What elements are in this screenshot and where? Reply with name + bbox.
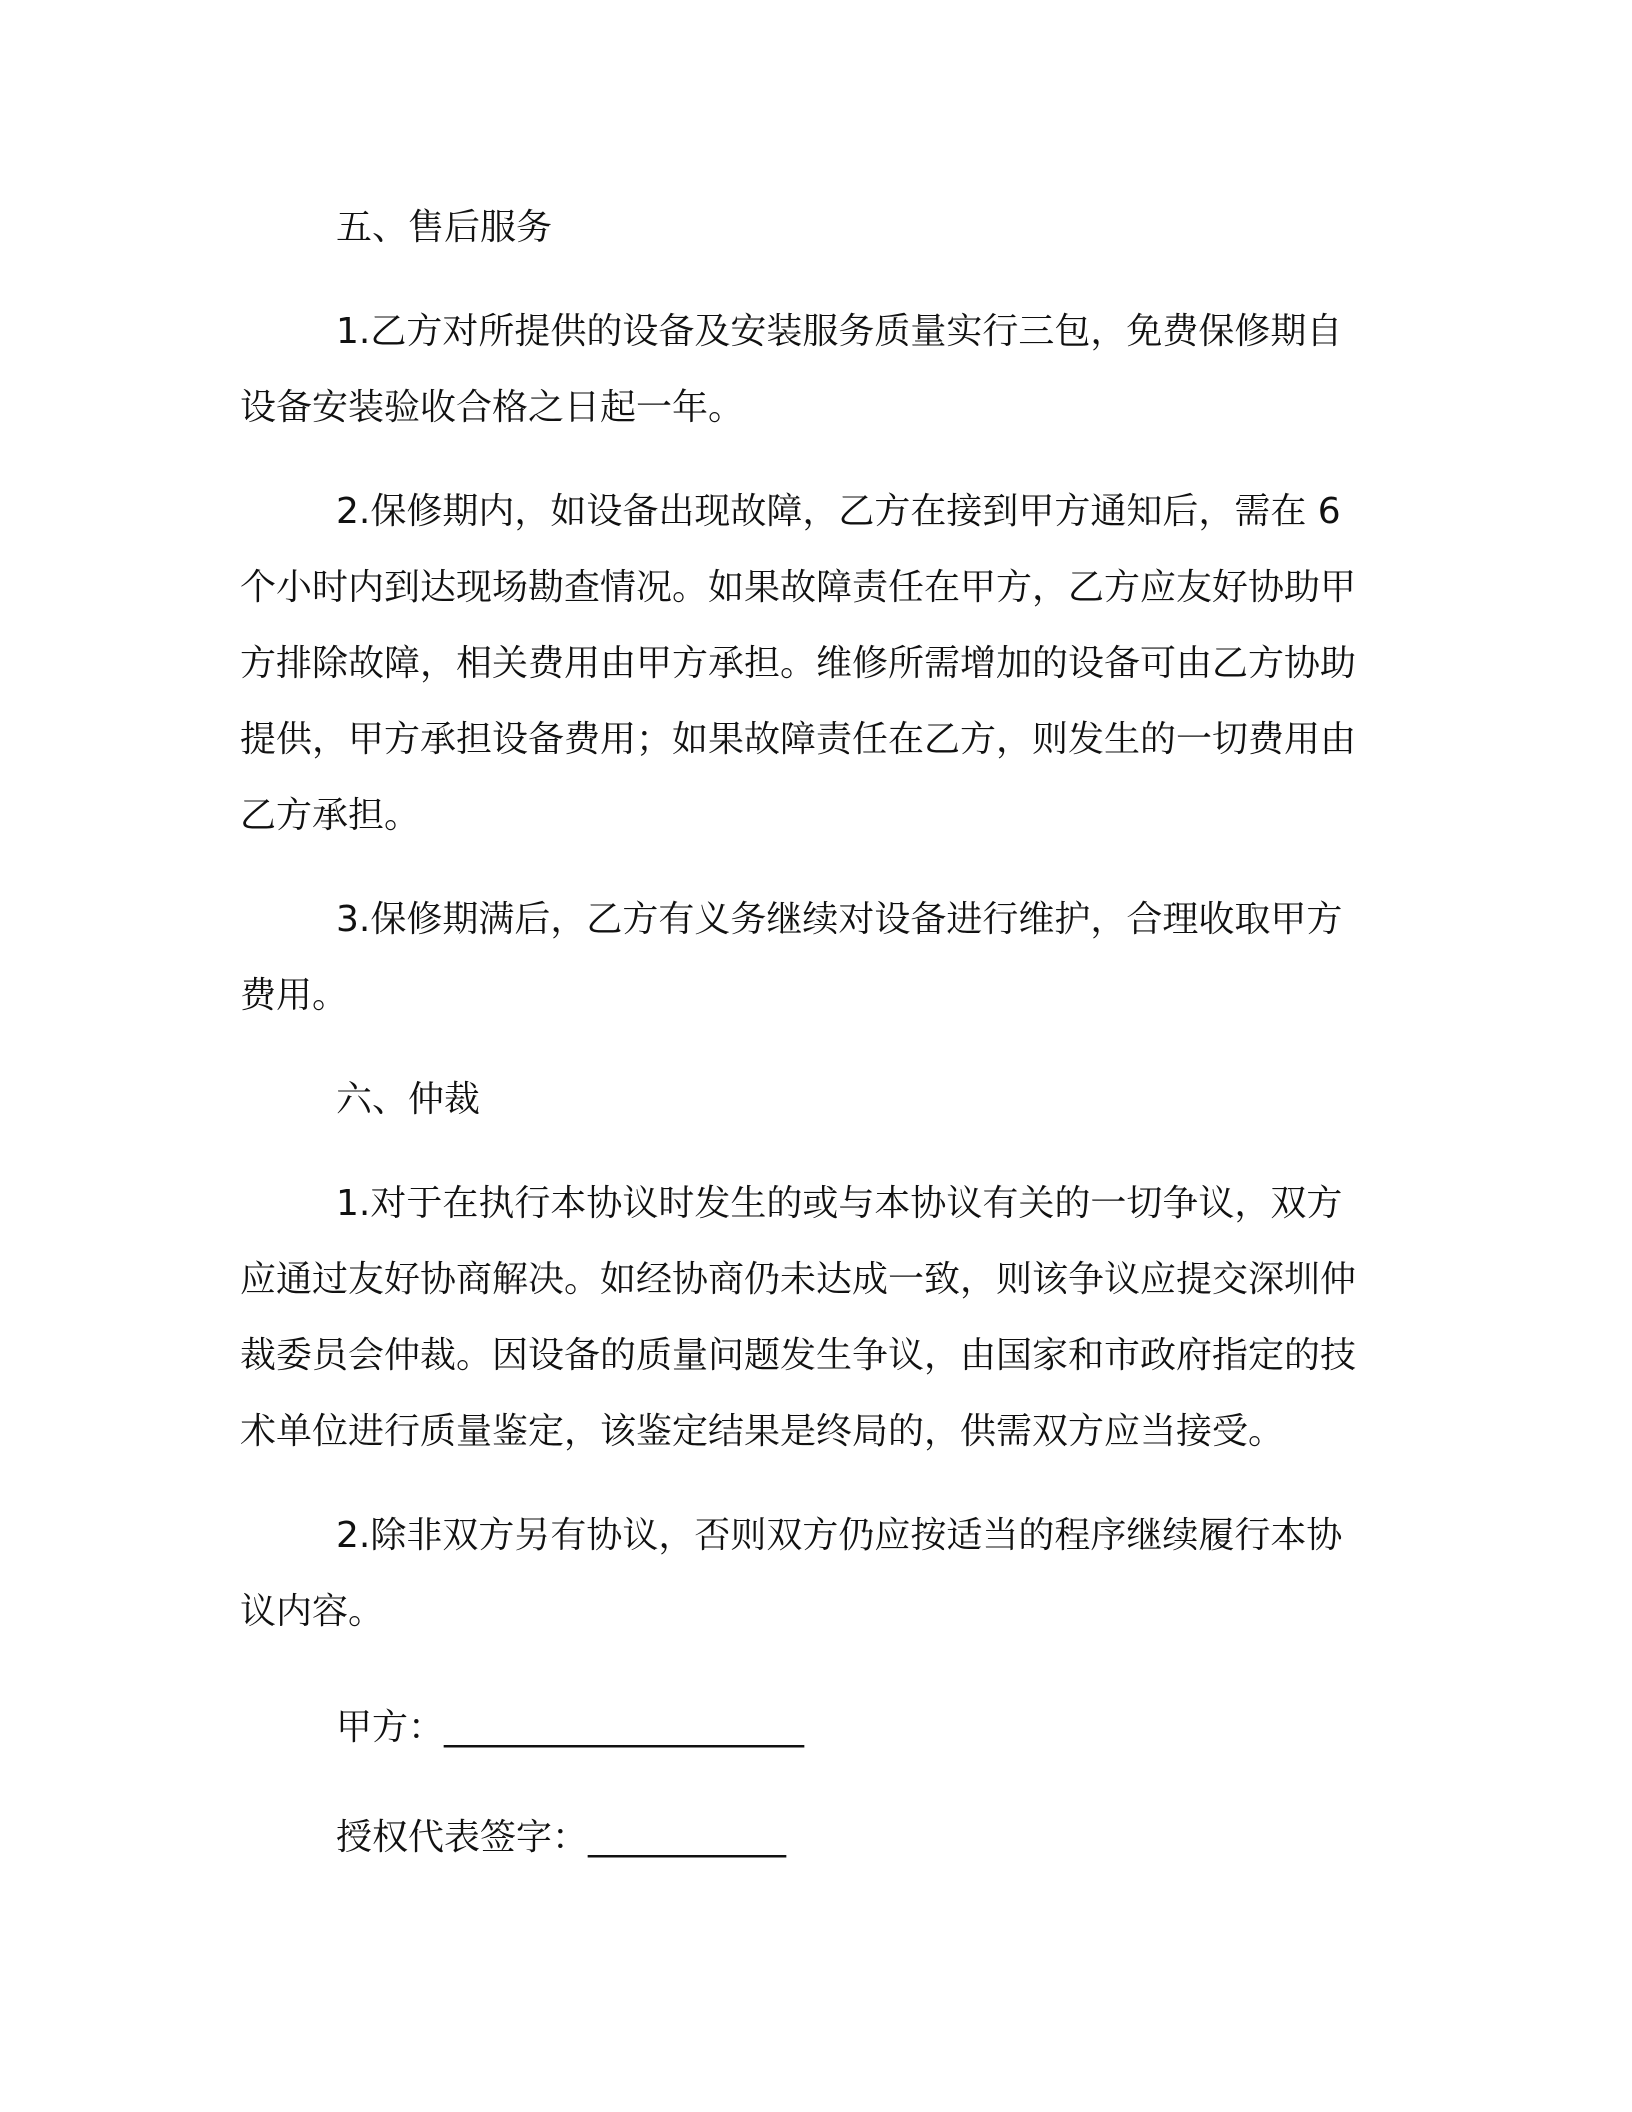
section-5-item-2: 2.保修期内，如设备出现故障，乙方在接到甲方通知后，需在 6 个小时内到达现场勘查情况。如果故障责任在甲方，乙方应友好协助甲方排除故障，相关费用由甲方承担。维修所需增加的设备可由乙方协助提供，甲方承担设备费用；如果故障责任在乙方，则发生的一切费用由乙方承担。: [240, 491, 1357, 836]
representative-signature-line: 授权代表签字：___________: [336, 1817, 787, 1858]
section-5-item-3: 3.保修期满后，乙方有义务继续对设备进行维护，合理收取甲方费用。: [240, 899, 1343, 1016]
document-page: [240, 190, 1368, 1910]
section-6-item-1: 1.对于在执行本协议时发生的或与本协议有关的一切争议，双方应通过友好协商解决。如经协商仍未达成一致，则该争议应提交深圳仲裁委员会仲裁。因设备的质量问题发生争议，由国家和市政府指定的技术单位进行质量鉴定，该鉴定结果是终局的，供需双方应当接受。: [240, 1183, 1357, 1452]
section-5-item-1: 1.乙方对所提供的设备及安装服务质量实行三包，免费保修期自设备安装验收合格之日起一年。: [240, 311, 1343, 428]
section-6-item-2: 2.除非双方另有协议，否则双方仍应按适当的程序继续履行本协议内容。: [240, 1515, 1343, 1632]
section-5-heading: 五、售后服务: [336, 207, 553, 248]
party-a-signature-line: 甲方：____________________: [336, 1707, 805, 1748]
section-6-heading: 六、仲裁: [336, 1079, 481, 1120]
